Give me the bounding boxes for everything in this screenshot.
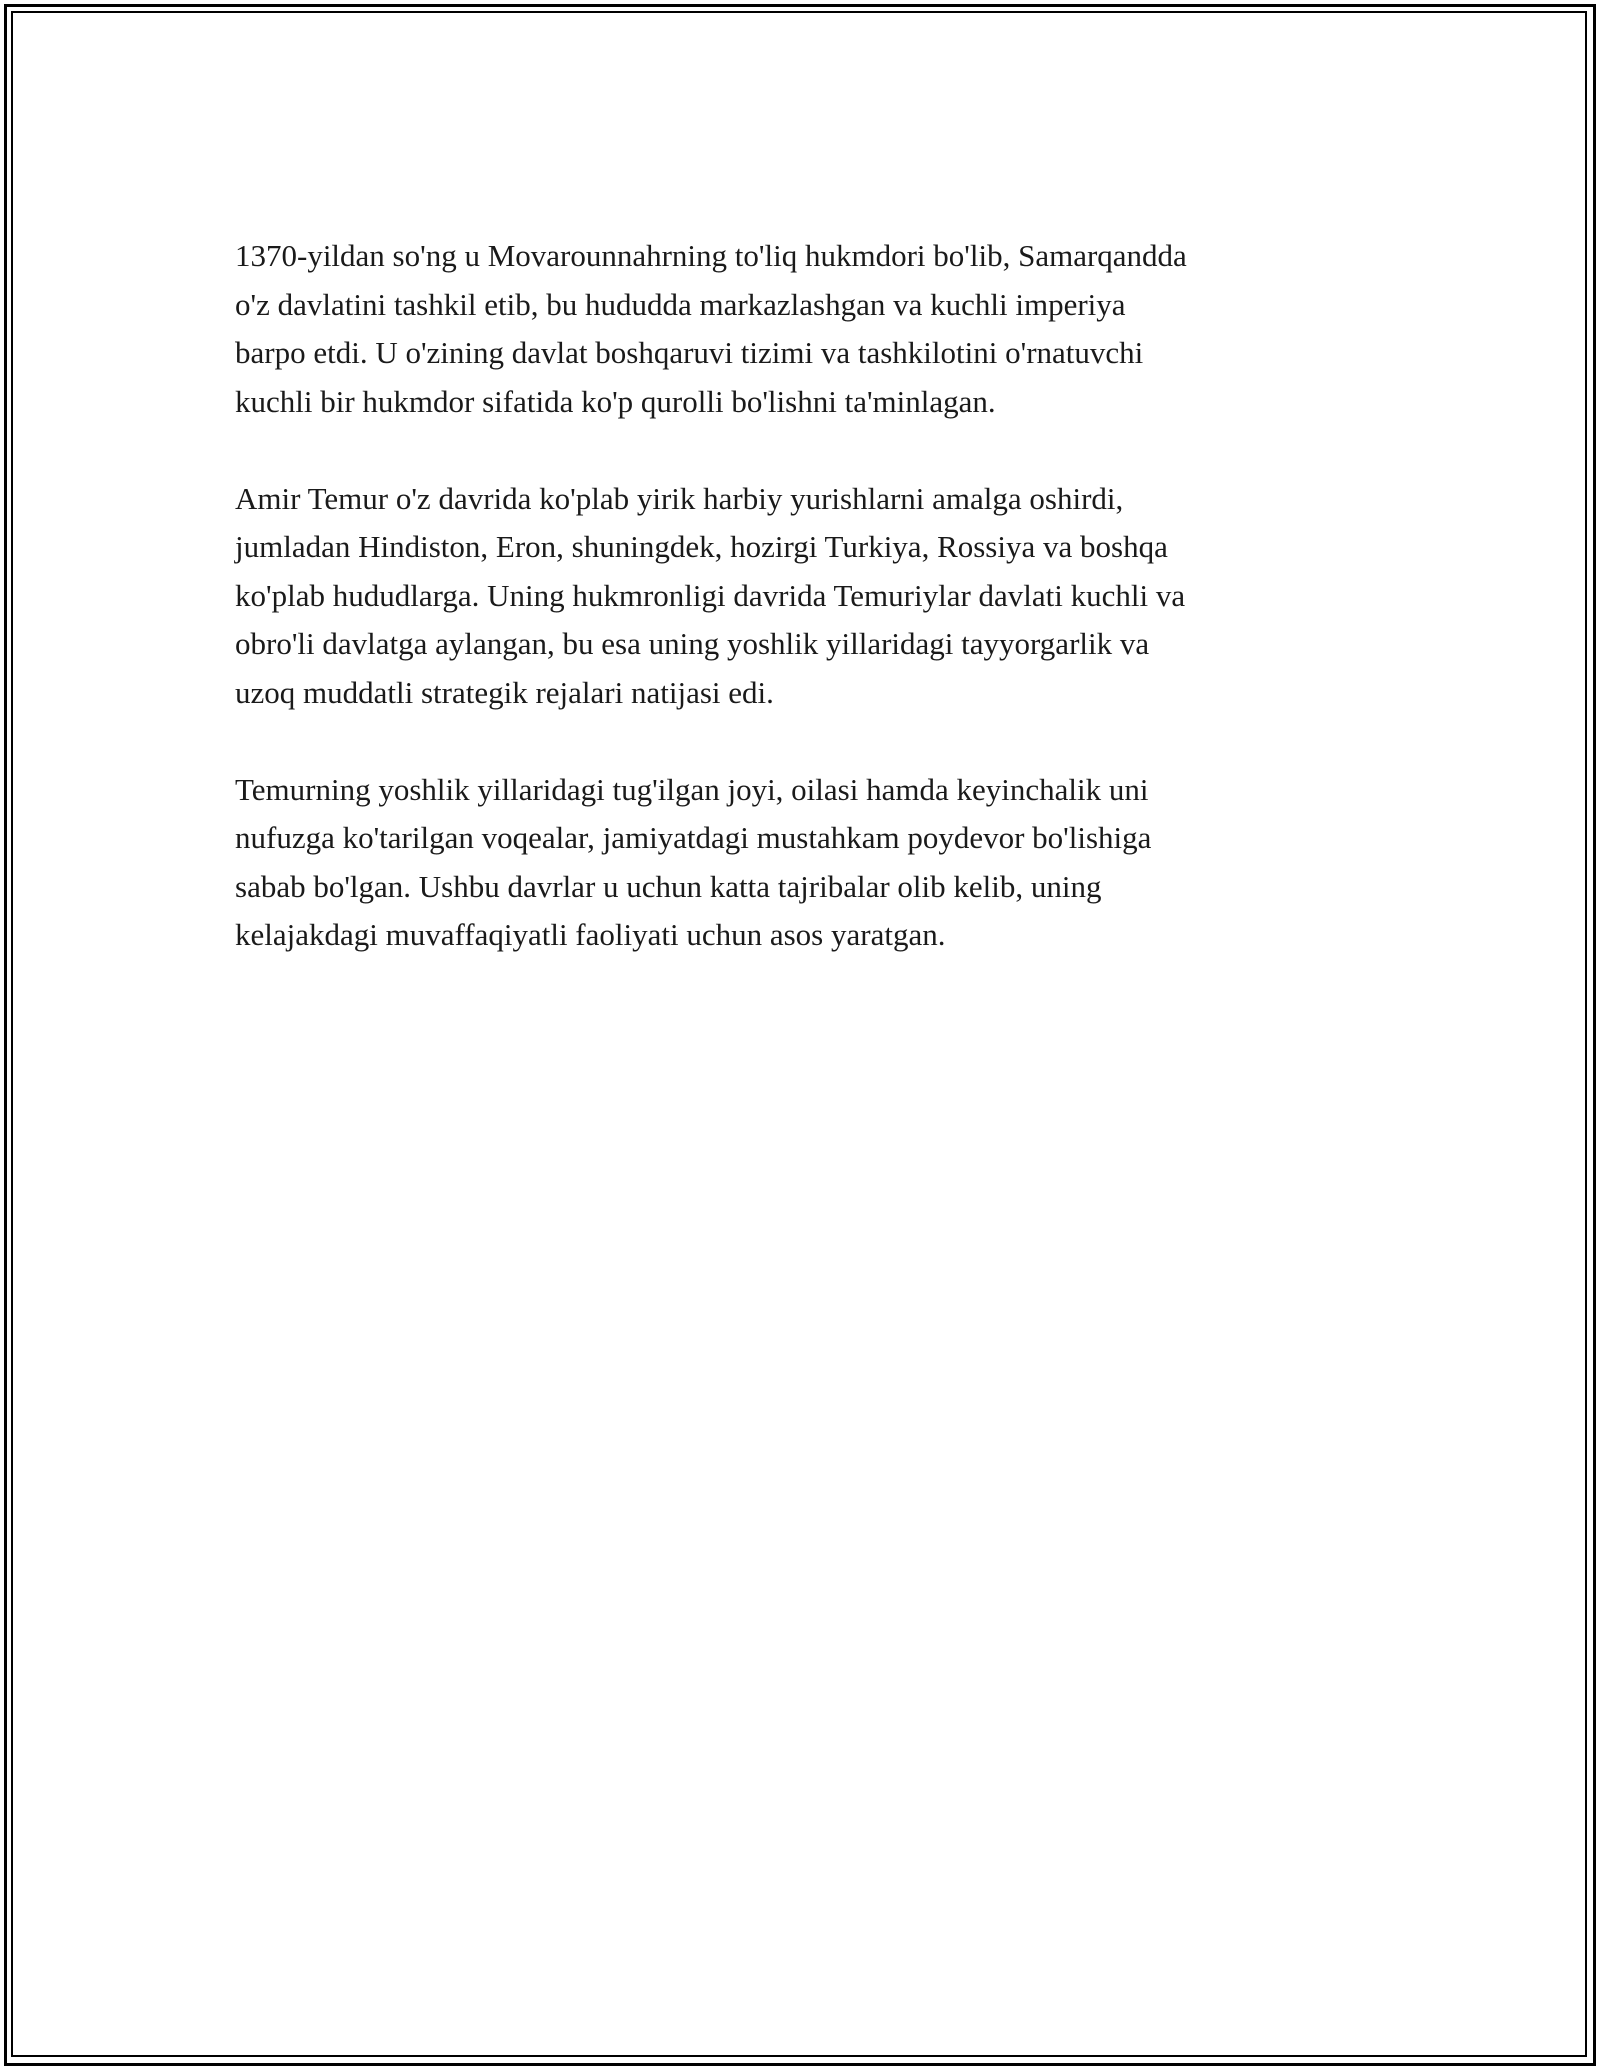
paragraph: Amir Temur o'z davrida ko'plab yirik harbiy yurishlarni amalga oshirdi, jumladan Hindiston, Eron, shuningdek, hozirgi Turkiya, Rossiya va boshqa ko'plab hududlarga. Uning hukmronligi davrida Temuriylar davlati kuchli va obro'li davlatga aylangan, bu esa uning yoshlik yillaridagi tayyorgarlik va uzoq muddatli strategik rejalari natijasi edi. [235, 480, 1186, 710]
document-body [235, 232, 1375, 1008]
paragraph: Temurning yoshlik yillaridagi tug'ilgan joyi, oilasi hamda keyinchalik uni nufuzga ko'tarilgan voqealar, jamiyatdagi mustahkam poydevor bo'lishiga sabab bo'lgan. Ushbu davrlar u uchun katta tajribalar olib kelib, uning kelajakdagi muvaffaqiyatli faoliyati uchun asos yaratgan. [235, 771, 1152, 952]
paragraph: 1370-yildan so'ng u Movarounnahrning to'liq hukmdori bo'lib, Samarqandda o'z davlatini tashkil etib, bu hududda markazlashgan va kuchli imperiya barpo etdi. U o'zining davlat boshqaruvi tizimi va tashkilotini o'rnatuvchi kuchli bir hukmdor sifatida ko'p qurolli bo'lishni ta'minlagan. [235, 238, 1187, 419]
